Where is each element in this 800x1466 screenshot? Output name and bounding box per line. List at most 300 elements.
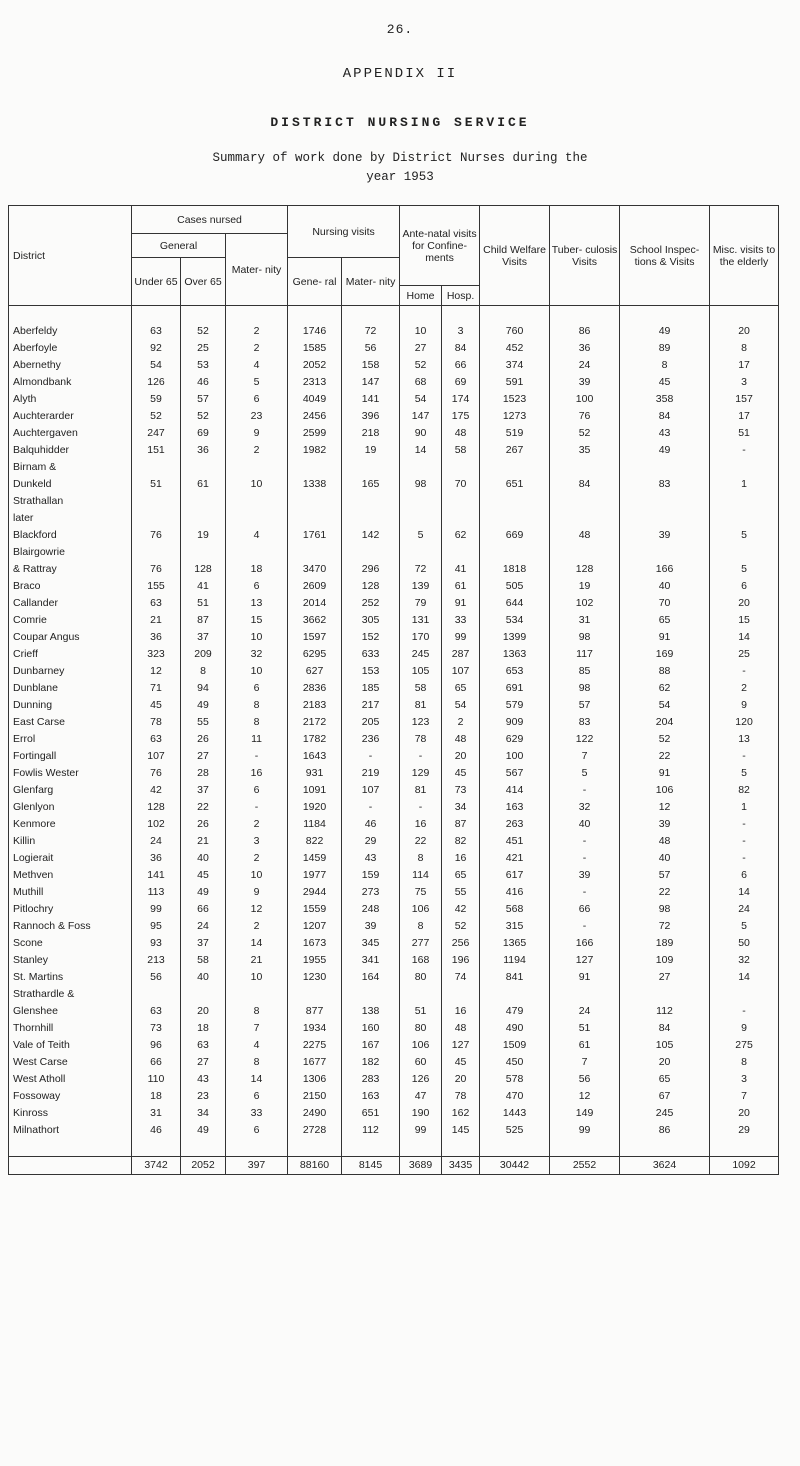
cell-child-welfare: 1509 <box>480 1037 550 1054</box>
cell-child-welfare: 644 <box>480 595 550 612</box>
table-row <box>9 323 779 340</box>
cell-tuberculosis: 39 <box>550 867 620 884</box>
page-number: 26. <box>386 22 414 37</box>
cell-antenatal-home <box>400 510 442 527</box>
cell-nv-maternity: 396 <box>342 408 400 425</box>
cell-child-welfare: 519 <box>480 425 550 442</box>
cell-misc: 2 <box>710 680 779 697</box>
cell-tuberculosis: 12 <box>550 1088 620 1105</box>
cell-tuberculosis <box>550 544 620 561</box>
cell-maternity: 10 <box>226 663 288 680</box>
cell-misc: 6 <box>710 867 779 884</box>
total-over65: 2052 <box>181 1157 226 1175</box>
cell-over65: 40 <box>181 850 226 867</box>
cell-maternity <box>226 459 288 476</box>
cell-antenatal-hosp: 78 <box>442 1088 480 1105</box>
cell-misc: 14 <box>710 969 779 986</box>
cell-tuberculosis: 7 <box>550 1054 620 1071</box>
cell-tuberculosis: 35 <box>550 442 620 459</box>
cell-under65: 102 <box>132 816 181 833</box>
table-row <box>9 510 779 527</box>
cell-nv-maternity: 112 <box>342 1122 400 1139</box>
cell-child-welfare: 578 <box>480 1071 550 1088</box>
cell-school: 106 <box>620 782 710 799</box>
table-row <box>9 1088 779 1105</box>
cell-nv-maternity: 651 <box>342 1105 400 1122</box>
subtitle-line-1: Summary of work done by District Nurses during the <box>212 151 588 165</box>
district-name: Dunbarney <box>9 663 132 680</box>
cell-antenatal-hosp: 287 <box>442 646 480 663</box>
total-nv-maternity: 8145 <box>342 1157 400 1175</box>
cell-maternity <box>226 544 288 561</box>
cell-maternity: 14 <box>226 935 288 952</box>
cell-tuberculosis: 48 <box>550 527 620 544</box>
cell-nv-maternity: 152 <box>342 629 400 646</box>
district-name: Fossoway <box>9 1088 132 1105</box>
cell-school: 49 <box>620 442 710 459</box>
cell-nv-general: 2490 <box>288 1105 342 1122</box>
cell-maternity: 32 <box>226 646 288 663</box>
cell-nv-maternity: 142 <box>342 527 400 544</box>
district-name: Rannoch & Foss <box>9 918 132 935</box>
cell-school: 91 <box>620 629 710 646</box>
cell-tuberculosis <box>550 493 620 510</box>
cell-antenatal-hosp: 58 <box>442 442 480 459</box>
cell-under65: 24 <box>132 833 181 850</box>
district-name: Scone <box>9 935 132 952</box>
cell-school: 39 <box>620 816 710 833</box>
cell-school: 88 <box>620 663 710 680</box>
cell-over65: 23 <box>181 1088 226 1105</box>
table-row <box>9 1122 779 1139</box>
cell-child-welfare: 315 <box>480 918 550 935</box>
cell-under65: 63 <box>132 323 181 340</box>
cell-nv-maternity: 56 <box>342 340 400 357</box>
cell-antenatal-hosp: 127 <box>442 1037 480 1054</box>
cell-nv-maternity: 29 <box>342 833 400 850</box>
cell-child-welfare: 505 <box>480 578 550 595</box>
general-header: General <box>132 234 226 258</box>
total-nv-general: 88160 <box>288 1157 342 1175</box>
cell-nv-maternity <box>342 493 400 510</box>
cell-antenatal-home: 131 <box>400 612 442 629</box>
district-name: Callander <box>9 595 132 612</box>
cell-nv-maternity: 248 <box>342 901 400 918</box>
cell-under65: 95 <box>132 918 181 935</box>
cell-antenatal-home: 68 <box>400 374 442 391</box>
cell-antenatal-home: 8 <box>400 850 442 867</box>
cell-over65: 21 <box>181 833 226 850</box>
table-row <box>9 663 779 680</box>
district-name: Alyth <box>9 391 132 408</box>
cell-maternity: 13 <box>226 595 288 612</box>
cell-antenatal-home: 126 <box>400 1071 442 1088</box>
cell-nv-maternity: 185 <box>342 680 400 697</box>
cell-tuberculosis: 5 <box>550 765 620 782</box>
cell-child-welfare: 263 <box>480 816 550 833</box>
cell-tuberculosis: 7 <box>550 748 620 765</box>
cell-nv-general: 2609 <box>288 578 342 595</box>
cell-over65: 49 <box>181 884 226 901</box>
table-row <box>9 340 779 357</box>
cell-nv-general: 6295 <box>288 646 342 663</box>
cell-child-welfare: 1443 <box>480 1105 550 1122</box>
cell-over65 <box>181 986 226 1003</box>
cell-under65: 110 <box>132 1071 181 1088</box>
cell-school <box>620 459 710 476</box>
cell-under65: 63 <box>132 1003 181 1020</box>
cell-school: 49 <box>620 323 710 340</box>
cell-under65: 151 <box>132 442 181 459</box>
cell-antenatal-hosp: 20 <box>442 1071 480 1088</box>
table-row <box>9 1071 779 1088</box>
cell-under65: 56 <box>132 969 181 986</box>
district-name: Blackford <box>9 527 132 544</box>
cell-over65: 40 <box>181 969 226 986</box>
district-name: Kenmore <box>9 816 132 833</box>
table-row <box>9 357 779 374</box>
cell-under65: 21 <box>132 612 181 629</box>
table-row <box>9 1037 779 1054</box>
cell-child-welfare <box>480 493 550 510</box>
cell-school: 84 <box>620 408 710 425</box>
cell-child-welfare: 653 <box>480 663 550 680</box>
cell-nv-general: 1338 <box>288 476 342 493</box>
table-row <box>9 612 779 629</box>
cell-antenatal-hosp: 145 <box>442 1122 480 1139</box>
cell-school: 65 <box>620 1071 710 1088</box>
table-row <box>9 1020 779 1037</box>
page-title: DISTRICT NURSING SERVICE <box>270 115 530 130</box>
table-row <box>9 833 779 850</box>
cell-child-welfare: 1363 <box>480 646 550 663</box>
cell-nv-general: 2456 <box>288 408 342 425</box>
district-name: St. Martins <box>9 969 132 986</box>
cell-maternity: 8 <box>226 714 288 731</box>
cell-school: 72 <box>620 918 710 935</box>
cell-antenatal-hosp: 41 <box>442 561 480 578</box>
cell-tuberculosis: 39 <box>550 374 620 391</box>
cell-over65: 49 <box>181 1122 226 1139</box>
cell-antenatal-home: - <box>400 748 442 765</box>
cell-maternity: 8 <box>226 1003 288 1020</box>
cell-nv-general: 2313 <box>288 374 342 391</box>
cell-school: 52 <box>620 731 710 748</box>
cell-antenatal-hosp: 55 <box>442 884 480 901</box>
cell-antenatal-home <box>400 544 442 561</box>
cell-school: 40 <box>620 578 710 595</box>
cell-antenatal-home: 98 <box>400 476 442 493</box>
school-header: School Inspec- tions & Visits <box>620 206 710 306</box>
cell-antenatal-home: 72 <box>400 561 442 578</box>
cell-nv-general: 627 <box>288 663 342 680</box>
cell-child-welfare: 1194 <box>480 952 550 969</box>
cell-antenatal-hosp: 107 <box>442 663 480 680</box>
cell-nv-general: 1091 <box>288 782 342 799</box>
table-row <box>9 425 779 442</box>
table-row <box>9 442 779 459</box>
cell-tuberculosis: 32 <box>550 799 620 816</box>
child-welfare-header: Child Welfare Visits <box>480 206 550 306</box>
cell-antenatal-home: 81 <box>400 697 442 714</box>
cell-antenatal-home: 47 <box>400 1088 442 1105</box>
cell-misc: 20 <box>710 595 779 612</box>
cell-antenatal-home: 8 <box>400 918 442 935</box>
cell-tuberculosis <box>550 459 620 476</box>
cell-over65: 27 <box>181 1054 226 1071</box>
cell-over65: 209 <box>181 646 226 663</box>
cell-antenatal-hosp: 175 <box>442 408 480 425</box>
cell-tuberculosis: 31 <box>550 612 620 629</box>
table-row <box>9 493 779 510</box>
cell-antenatal-home: 80 <box>400 969 442 986</box>
cell-maternity: 6 <box>226 1122 288 1139</box>
cell-nv-maternity: 160 <box>342 1020 400 1037</box>
cell-nv-maternity <box>342 510 400 527</box>
cell-school: 105 <box>620 1037 710 1054</box>
cell-child-welfare: 629 <box>480 731 550 748</box>
cell-antenatal-home: - <box>400 799 442 816</box>
cell-nv-general: 1955 <box>288 952 342 969</box>
cell-misc: 32 <box>710 952 779 969</box>
cell-maternity: 11 <box>226 731 288 748</box>
cell-antenatal-home: 75 <box>400 884 442 901</box>
nursing-summary-table <box>8 205 779 1175</box>
cell-child-welfare: 421 <box>480 850 550 867</box>
cell-antenatal-home: 190 <box>400 1105 442 1122</box>
cell-maternity: 6 <box>226 782 288 799</box>
cell-child-welfare: 534 <box>480 612 550 629</box>
cell-nv-maternity: 43 <box>342 850 400 867</box>
table-body <box>9 306 779 1175</box>
cell-school <box>620 986 710 1003</box>
cell-child-welfare: 451 <box>480 833 550 850</box>
cell-nv-maternity: 141 <box>342 391 400 408</box>
cell-nv-general: 1782 <box>288 731 342 748</box>
cell-antenatal-home: 123 <box>400 714 442 731</box>
cell-misc: 8 <box>710 340 779 357</box>
cell-child-welfare: 1523 <box>480 391 550 408</box>
district-name: Strathardle & <box>9 986 132 1003</box>
cell-misc: 275 <box>710 1037 779 1054</box>
cell-misc: 17 <box>710 408 779 425</box>
cell-school: 109 <box>620 952 710 969</box>
cell-maternity: 2 <box>226 442 288 459</box>
hosp-header: Hosp. <box>442 286 480 306</box>
cell-maternity: 7 <box>226 1020 288 1037</box>
cell-child-welfare: 591 <box>480 374 550 391</box>
cell-tuberculosis: - <box>550 850 620 867</box>
district-name: Dunblane <box>9 680 132 697</box>
table-row <box>9 799 779 816</box>
cell-nv-general: 931 <box>288 765 342 782</box>
cell-under65: 76 <box>132 527 181 544</box>
cell-antenatal-home: 27 <box>400 340 442 357</box>
cell-nv-maternity: 341 <box>342 952 400 969</box>
cell-misc: 120 <box>710 714 779 731</box>
cell-under65 <box>132 544 181 561</box>
cell-school: 204 <box>620 714 710 731</box>
district-name: Aberfoyle <box>9 340 132 357</box>
appendix-heading: APPENDIX II <box>342 66 458 82</box>
cell-maternity: 33 <box>226 1105 288 1122</box>
total-antenatal-hosp: 3435 <box>442 1157 480 1175</box>
cell-maternity: 6 <box>226 1088 288 1105</box>
cell-over65: 49 <box>181 697 226 714</box>
total-school: 3624 <box>620 1157 710 1175</box>
cell-under65: 126 <box>132 374 181 391</box>
cell-nv-maternity: 164 <box>342 969 400 986</box>
table-row <box>9 374 779 391</box>
cell-maternity: - <box>226 748 288 765</box>
cell-antenatal-hosp <box>442 544 480 561</box>
cell-nv-maternity: - <box>342 748 400 765</box>
table-row <box>9 850 779 867</box>
cell-nv-maternity: 167 <box>342 1037 400 1054</box>
cell-misc: - <box>710 816 779 833</box>
cell-tuberculosis <box>550 986 620 1003</box>
cell-child-welfare: 479 <box>480 1003 550 1020</box>
cell-nv-general: 1306 <box>288 1071 342 1088</box>
cell-nv-general: 1982 <box>288 442 342 459</box>
cell-antenatal-home: 22 <box>400 833 442 850</box>
cell-under65: 247 <box>132 425 181 442</box>
cell-nv-general: 1184 <box>288 816 342 833</box>
cell-child-welfare <box>480 544 550 561</box>
table-row <box>9 578 779 595</box>
cell-antenatal-home: 277 <box>400 935 442 952</box>
cell-school: 39 <box>620 527 710 544</box>
cell-under65: 12 <box>132 663 181 680</box>
cell-maternity <box>226 510 288 527</box>
cell-antenatal-hosp: 16 <box>442 1003 480 1020</box>
cell-antenatal-hosp: 45 <box>442 1054 480 1071</box>
cell-tuberculosis: 91 <box>550 969 620 986</box>
cell-antenatal-home: 129 <box>400 765 442 782</box>
district-name: later <box>9 510 132 527</box>
cell-antenatal-home: 90 <box>400 425 442 442</box>
cell-misc: 5 <box>710 561 779 578</box>
cell-misc: 5 <box>710 918 779 935</box>
nv-maternity-header: Mater- nity <box>342 258 400 306</box>
cell-school: 83 <box>620 476 710 493</box>
cell-antenatal-hosp: 45 <box>442 765 480 782</box>
cases-nursed-header: Cases nursed <box>132 206 288 234</box>
cell-nv-general: 1597 <box>288 629 342 646</box>
cell-child-welfare: 841 <box>480 969 550 986</box>
cell-school <box>620 544 710 561</box>
cell-maternity: 2 <box>226 816 288 833</box>
cell-antenatal-hosp: 34 <box>442 799 480 816</box>
cell-antenatal-home: 106 <box>400 901 442 918</box>
cell-under65: 155 <box>132 578 181 595</box>
cell-under65: 66 <box>132 1054 181 1071</box>
cell-nv-general: 1207 <box>288 918 342 935</box>
cell-nv-maternity: 153 <box>342 663 400 680</box>
district-name: Muthill <box>9 884 132 901</box>
cell-nv-maternity: 72 <box>342 323 400 340</box>
cell-nv-general: 1761 <box>288 527 342 544</box>
cell-maternity: 8 <box>226 697 288 714</box>
district-name: Braco <box>9 578 132 595</box>
cell-nv-maternity: 217 <box>342 697 400 714</box>
cell-nv-general: 2014 <box>288 595 342 612</box>
cell-nv-general: 2052 <box>288 357 342 374</box>
cell-nv-general: 1934 <box>288 1020 342 1037</box>
cell-school: 40 <box>620 850 710 867</box>
district-name: Milnathort <box>9 1122 132 1139</box>
cell-over65: 61 <box>181 476 226 493</box>
cell-antenatal-hosp: 174 <box>442 391 480 408</box>
table-row <box>9 595 779 612</box>
cell-misc: - <box>710 748 779 765</box>
cell-over65: 20 <box>181 1003 226 1020</box>
cell-child-welfare: 568 <box>480 901 550 918</box>
cell-antenatal-hosp: 99 <box>442 629 480 646</box>
cell-nv-general: 3470 <box>288 561 342 578</box>
cell-under65: 59 <box>132 391 181 408</box>
table-row <box>9 935 779 952</box>
cell-nv-general: 2836 <box>288 680 342 697</box>
cell-maternity <box>226 493 288 510</box>
cell-nv-general <box>288 493 342 510</box>
cell-over65 <box>181 493 226 510</box>
cell-antenatal-hosp: 66 <box>442 357 480 374</box>
cell-maternity: 18 <box>226 561 288 578</box>
cell-child-welfare: 669 <box>480 527 550 544</box>
cell-maternity: 9 <box>226 884 288 901</box>
district-name: Comrie <box>9 612 132 629</box>
cell-child-welfare: 691 <box>480 680 550 697</box>
district-name: Methven <box>9 867 132 884</box>
cell-nv-maternity: 163 <box>342 1088 400 1105</box>
cell-over65: 27 <box>181 748 226 765</box>
cell-child-welfare: 909 <box>480 714 550 731</box>
cell-antenatal-hosp: 48 <box>442 1020 480 1037</box>
cell-misc: 20 <box>710 1105 779 1122</box>
district-name: Stanley <box>9 952 132 969</box>
cell-nv-general: 1977 <box>288 867 342 884</box>
cell-nv-maternity: 165 <box>342 476 400 493</box>
cell-tuberculosis: 40 <box>550 816 620 833</box>
district-name: West Carse <box>9 1054 132 1071</box>
cell-nv-maternity: - <box>342 799 400 816</box>
cell-child-welfare: 579 <box>480 697 550 714</box>
cell-nv-maternity: 283 <box>342 1071 400 1088</box>
cell-tuberculosis: - <box>550 918 620 935</box>
cell-misc: 7 <box>710 1088 779 1105</box>
cell-misc: 82 <box>710 782 779 799</box>
cell-maternity: 23 <box>226 408 288 425</box>
cell-misc: 50 <box>710 935 779 952</box>
cell-over65: 87 <box>181 612 226 629</box>
cell-over65 <box>181 544 226 561</box>
misc-header: Misc. visits to the elderly <box>710 206 779 306</box>
cell-antenatal-hosp: 62 <box>442 527 480 544</box>
cell-school: 70 <box>620 595 710 612</box>
cell-antenatal-hosp: 54 <box>442 697 480 714</box>
cell-nv-maternity: 633 <box>342 646 400 663</box>
cell-tuberculosis: 51 <box>550 1020 620 1037</box>
cell-misc: 25 <box>710 646 779 663</box>
cell-antenatal-hosp: 48 <box>442 731 480 748</box>
cell-school: 189 <box>620 935 710 952</box>
maternity-header: Mater- nity <box>226 234 288 306</box>
cell-nv-general: 1677 <box>288 1054 342 1071</box>
cell-tuberculosis: 85 <box>550 663 620 680</box>
cell-misc: 1 <box>710 799 779 816</box>
cell-over65: 46 <box>181 374 226 391</box>
